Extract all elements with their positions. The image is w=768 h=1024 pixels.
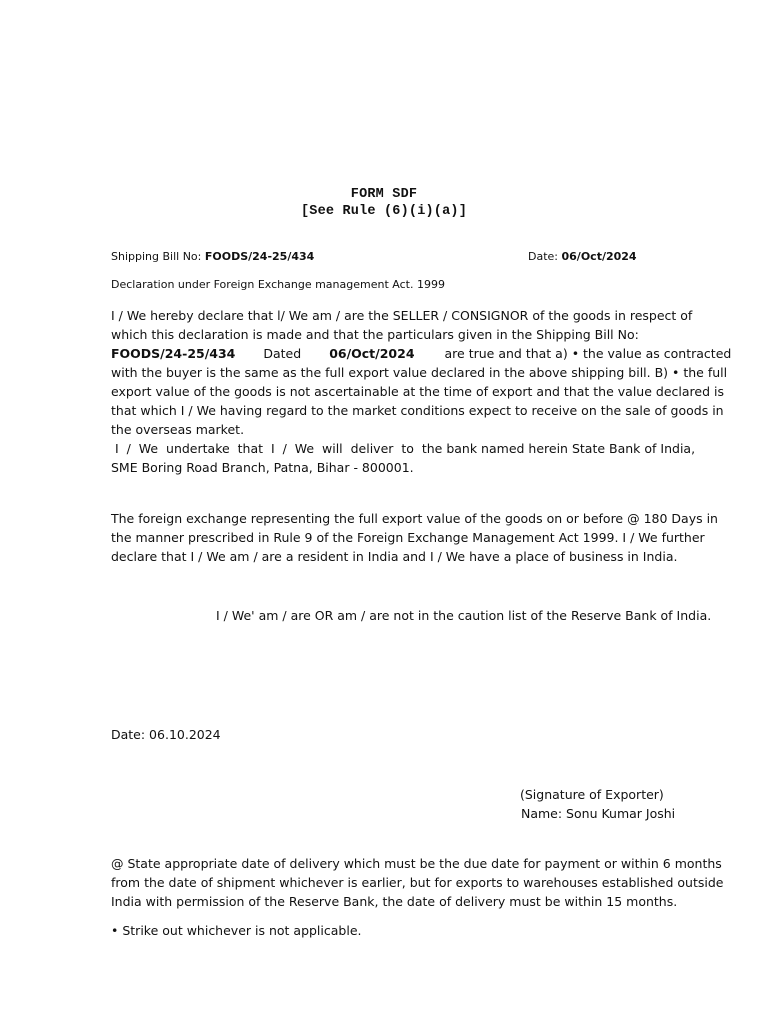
para1-line: I / We undertake that I / We will deliver to the bank named herein State Bank of India,: [111, 441, 696, 456]
para1-bill-number: FOODS/24-25/434: [111, 346, 236, 361]
form-rule: [See Rule (6)(i)(a)]: [300, 204, 468, 219]
para1-line: SME Boring Road Branch, Patna, Bihar - 800001.: [111, 460, 414, 475]
footnote-line: from the date of shipment whichever is earlier, but for exports to warehouses established outside: [111, 875, 724, 890]
signature-label: (Signature of Exporter): [520, 787, 664, 802]
para1-line: export value of the goods is not ascertainable at the time of export and that the value declared is: [111, 384, 724, 399]
para2-line: The foreign exchange representing the full export value of the goods on or before @ 180 Days in: [111, 511, 718, 526]
para1-bill-line: [111, 344, 732, 363]
para2-line: the manner prescribed in Rule 9 of the Foreign Exchange Management Act 1999. I / We further: [111, 530, 705, 545]
caution-statement: I / We' am / are OR am / are not in the caution list of the Reserve Bank of India.: [216, 608, 712, 623]
signing-date: Date: 06.10.2024: [111, 727, 221, 742]
form-title: FORM SDF: [350, 187, 418, 202]
para1-dated: Dated: [263, 346, 302, 361]
header-date-value: 06/Oct/2024: [561, 250, 637, 263]
shipping-bill-number: FOODS/24-25/434: [204, 250, 315, 263]
header-date-label: Date:: [528, 250, 562, 263]
footnote-line: @ State appropriate date of delivery which must be the due date for payment or within 6 months: [111, 856, 722, 871]
shipping-bill-line: [111, 250, 314, 263]
foreign-exchange-paragraph: [111, 509, 718, 566]
para1-line-rest: are true and that a) • the value as contracted: [444, 346, 732, 361]
shipping-bill-label: Shipping Bill No:: [111, 250, 205, 263]
para1-line: I / We hereby declare that l/ We am / are the SELLER / CONSIGNOR of the goods in respect of: [111, 308, 693, 323]
footnote-delivery: [111, 854, 724, 911]
declaration-heading: Declaration under Foreign Exchange management Act. 1999: [111, 278, 445, 291]
para1-date: 06/Oct/2024: [329, 346, 415, 361]
exporter-name: Name: Sonu Kumar Joshi: [521, 806, 676, 821]
para1-line: which this declaration is made and that the particulars given in the Shipping Bill No:: [111, 327, 639, 342]
footnote-line: India with permission of the Reserve Bank, the date of delivery must be within 15 months.: [111, 894, 678, 909]
para1-line: the overseas market.: [111, 422, 245, 437]
declaration-paragraph: [111, 306, 732, 477]
footnote-strike-out: • Strike out whichever is not applicable.: [111, 923, 362, 938]
header-date-line: [528, 250, 637, 263]
para2-line: declare that I / We am / are a resident in India and I / We have a place of business in India.: [111, 549, 678, 564]
para1-line: that which I / We having regard to the market conditions expect to receive on the sale of goods in: [111, 403, 724, 418]
para1-line: with the buyer is the same as the full export value declared in the above shipping bill. B) • the full: [111, 365, 728, 380]
